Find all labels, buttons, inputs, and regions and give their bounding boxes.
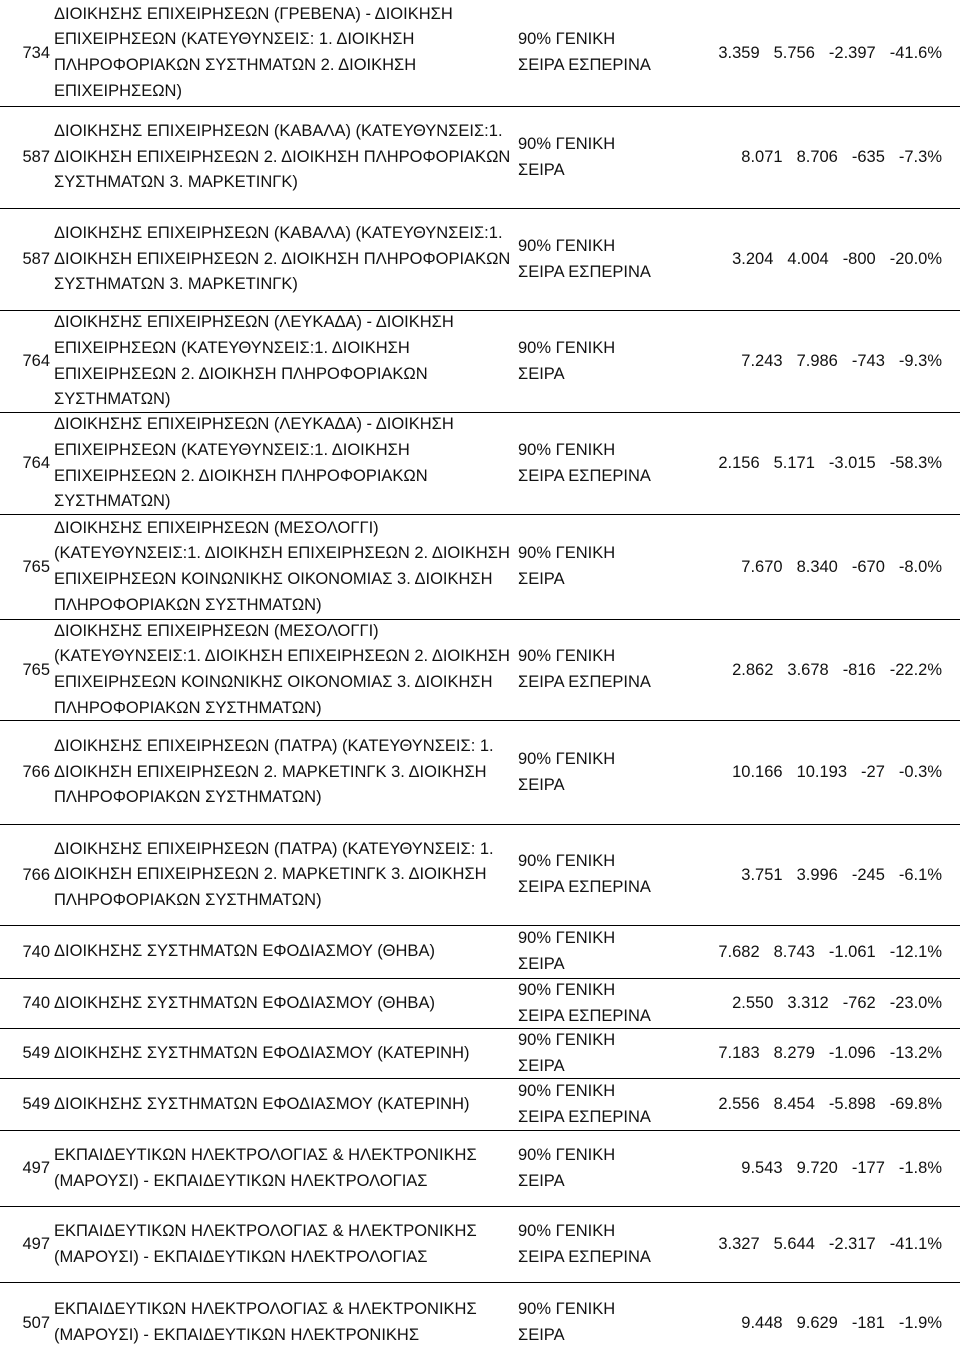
table-row <box>0 979 960 1029</box>
department-name: ΔΙΟΙΚΗΣΗΣ ΕΠΙΧΕΙΡΗΣΕΩΝ (ΜΕΣΟΛΟΓΓΙ) (ΚΑΤΕΥΘΥΝΣΕΙΣ:1. ΔΙΟΙΚΗΣΗ ΕΠΙΧΕΙΡΗΣΕΩΝ 2. ΔΙΟΙΚΗΣΗ ΕΠΙΧΕΙΡΗΣΕΩΝ ΚΟΙΝΩΝΙΚΗΣ ΟΙΚΟΝΟΜΙΑΣ 3. ΔΙΟΙΚΗΣΗ ΠΛΗΡΟΦΟΡΙΑΚΩΝ ΣΥΣΤΗΜΑΤΩΝ) <box>54 518 510 614</box>
score-current: 3.359 <box>718 43 760 62</box>
department-code: 766 <box>22 865 50 884</box>
table-row <box>0 209 960 311</box>
score-percent-change: -7.3% <box>898 148 942 166</box>
score-values <box>660 1029 942 1078</box>
score-values <box>660 1079 942 1130</box>
score-current: 9.448 <box>741 1313 783 1332</box>
score-difference: -245 <box>851 865 885 884</box>
score-current: 7.682 <box>718 942 760 961</box>
score-values <box>660 926 942 978</box>
score-previous: 5.756 <box>773 43 815 62</box>
score-values <box>660 721 942 824</box>
department-name: ΔΙΟΙΚΗΣΗΣ ΕΠΙΧΕΙΡΗΣΕΩΝ (ΚΑΒΑΛΑ) (ΚΑΤΕΥΘΥΝΣΕΙΣ:1. ΔΙΟΙΚΗΣΗ ΕΠΙΧΕΙΡΗΣΕΩΝ 2. ΔΙΟΙΚΗΣΗ ΠΛΗΡΟΦΟΡΙΑΚΩΝ ΣΥΣΤΗΜΑΤΩΝ 3. ΜΑΡΚΕΤΙΝΓΚ) <box>54 224 511 294</box>
department-code: 497 <box>22 1159 50 1177</box>
score-current: 10.166 <box>732 763 783 781</box>
department-name: ΕΚΠΑΙΔΕΥΤΙΚΩΝ ΗΛΕΚΤΡΟΛΟΓΙΑΣ & ΗΛΕΚΤΡΟΝΙΚΗΣ (ΜΑΡΟΥΣΙ) - ΕΚΠΑΙΔΕΥΤΙΚΩΝ ΗΛΕΚΤΡΟΝΙΚΗΣ <box>54 1300 477 1344</box>
table-row <box>0 825 960 926</box>
department-code: 740 <box>22 942 50 961</box>
department-code: 497 <box>22 1235 50 1253</box>
score-values <box>660 1207 942 1282</box>
admission-category: 90% ΓΕΝΙΚΗ ΣΕΙΡΑ <box>518 338 616 383</box>
table-row <box>0 721 960 825</box>
department-name: ΔΙΟΙΚΗΣΗΣ ΕΠΙΧΕΙΡΗΣΕΩΝ (ΛΕΥΚΑΔΑ) - ΔΙΟΙΚΗΣΗ ΕΠΙΧΕΙΡΗΣΕΩΝ (ΚΑΤΕΥΘΥΝΣΕΙΣ:1. ΔΙΟΙΚΗΣΗ ΕΠΙΧΕΙΡΗΣΕΩΝ 2. ΔΙΟΙΚΗΣΗ ΠΛΗΡΟΦΟΡΙΑΚΩΝ ΣΥΣΤΗΜΑΤΩΝ) <box>54 313 454 409</box>
score-values <box>660 825 942 925</box>
admission-category: 90% ΓΕΝΙΚΗ ΣΕΙΡΑ ΕΣΠΕΡΙΝΑ <box>518 30 651 74</box>
table-row <box>0 1131 960 1207</box>
score-difference: -1.061 <box>828 942 876 961</box>
score-difference: -1.096 <box>828 1044 876 1062</box>
table-row <box>0 515 960 620</box>
score-current: 2.156 <box>718 454 760 472</box>
score-previous: 8.743 <box>773 942 815 961</box>
score-previous: 10.193 <box>796 763 848 781</box>
department-code: 549 <box>22 1044 50 1062</box>
table-row <box>0 311 960 413</box>
department-code: 740 <box>22 994 50 1012</box>
admission-category: 90% ΓΕΝΙΚΗ ΣΕΙΡΑ <box>518 1145 616 1190</box>
score-difference: -5.898 <box>828 1095 876 1113</box>
admission-category: 90% ΓΕΝΙΚΗ ΣΕΙΡΑ ΕΣΠΕΡΙΝΑ <box>518 980 651 1025</box>
score-values <box>660 107 942 208</box>
table-row <box>0 1283 960 1363</box>
score-values <box>660 209 942 310</box>
score-values <box>660 0 942 106</box>
score-current: 7.670 <box>741 557 783 576</box>
table-row <box>0 620 960 721</box>
score-current: 3.751 <box>741 865 783 884</box>
score-values <box>660 413 942 514</box>
table-row <box>0 0 960 107</box>
score-current: 8.071 <box>741 148 783 166</box>
score-current: 3.327 <box>718 1235 760 1253</box>
score-percent-change: -41.1% <box>889 1235 942 1253</box>
admission-category: 90% ΓΕΝΙΚΗ ΣΕΙΡΑ ΕΣΠΕΡΙΝΑ <box>518 1221 651 1266</box>
score-percent-change: -23.0% <box>889 994 942 1012</box>
score-difference: -181 <box>851 1313 885 1332</box>
department-code: 507 <box>22 1313 50 1332</box>
table-row <box>0 413 960 515</box>
department-name: ΔΙΟΙΚΗΣΗΣ ΕΠΙΧΕΙΡΗΣΕΩΝ (ΠΑΤΡΑ) (ΚΑΤΕΥΘΥΝΣΕΙΣ: 1. ΔΙΟΙΚΗΣΗ ΕΠΙΧΕΙΡΗΣΕΩΝ 2. ΜΑΡΚΕΤΙΝΓΚ 3. ΔΙΟΙΚΗΣΗ ΠΛΗΡΟΦΟΡΙΑΚΩΝ ΣΥΣΤΗΜΑΤΩΝ) <box>54 737 494 807</box>
score-values <box>660 1283 942 1363</box>
admission-category: 90% ΓΕΝΙΚΗ ΣΕΙΡΑ ΕΣΠΕΡΙΝΑ <box>518 236 651 281</box>
department-code: 764 <box>22 352 50 370</box>
score-values <box>660 620 942 720</box>
score-current: 7.243 <box>741 352 783 370</box>
department-name: ΔΙΟΙΚΗΣΗΣ ΣΥΣΤΗΜΑΤΩΝ ΕΦΟΔΙΑΣΜΟΥ (ΘΗΒΑ) <box>54 993 435 1012</box>
department-code: 765 <box>22 660 50 679</box>
score-percent-change: -8.0% <box>898 557 942 576</box>
score-percent-change: -20.0% <box>889 250 942 268</box>
score-percent-change: -22.2% <box>889 660 942 679</box>
score-difference: -635 <box>851 148 885 166</box>
score-percent-change: -69.8% <box>889 1095 942 1113</box>
score-previous: 5.171 <box>773 454 815 472</box>
score-previous: 8.340 <box>796 557 838 576</box>
score-difference: -27 <box>861 763 885 781</box>
score-difference: -743 <box>851 352 885 370</box>
table-row <box>0 926 960 979</box>
score-difference: -3.015 <box>828 454 876 472</box>
department-name: ΔΙΟΙΚΗΣΗΣ ΣΥΣΤΗΜΑΤΩΝ ΕΦΟΔΙΑΣΜΟΥ (ΚΑΤΕΡΙΝΗ) <box>54 1094 470 1113</box>
score-percent-change: -0.3% <box>898 763 942 781</box>
score-percent-change: -13.2% <box>889 1044 942 1062</box>
score-previous: 9.720 <box>796 1159 838 1177</box>
score-current: 2.550 <box>732 994 774 1012</box>
department-code: 765 <box>22 557 50 576</box>
department-name: ΕΚΠΑΙΔΕΥΤΙΚΩΝ ΗΛΕΚΤΡΟΛΟΓΙΑΣ & ΗΛΕΚΤΡΟΝΙΚΗΣ (ΜΑΡΟΥΣΙ) - ΕΚΠΑΙΔΕΥΤΙΚΩΝ ΗΛΕΚΤΡΟΛΟΓΙΑΣ <box>54 1221 477 1266</box>
department-code: 734 <box>22 43 50 62</box>
department-name: ΔΙΟΙΚΗΣΗΣ ΕΠΙΧΕΙΡΗΣΕΩΝ (ΚΑΒΑΛΑ) (ΚΑΤΕΥΘΥΝΣΕΙΣ:1. ΔΙΟΙΚΗΣΗ ΕΠΙΧΕΙΡΗΣΕΩΝ 2. ΔΙΟΙΚΗΣΗ ΠΛΗΡΟΦΟΡΙΑΚΩΝ ΣΥΣΤΗΜΑΤΩΝ 3. ΜΑΡΚΕΤΙΝΓΚ) <box>54 122 511 192</box>
department-name: ΔΙΟΙΚΗΣΗΣ ΣΥΣΤΗΜΑΤΩΝ ΕΦΟΔΙΑΣΜΟΥ (ΚΑΤΕΡΙΝΗ) <box>54 1043 470 1062</box>
department-name: ΔΙΟΙΚΗΣΗΣ ΕΠΙΧΕΙΡΗΣΕΩΝ (ΜΕΣΟΛΟΓΓΙ) (ΚΑΤΕΥΘΥΝΣΕΙΣ:1. ΔΙΟΙΚΗΣΗ ΕΠΙΧΕΙΡΗΣΕΩΝ 2. ΔΙΟΙΚΗΣΗ ΕΠΙΧΕΙΡΗΣΕΩΝ ΚΟΙΝΩΝΙΚΗΣ ΟΙΚΟΝΟΜΙΑΣ 3. ΔΙΟΙΚΗΣΗ ΠΛΗΡΟΦΟΡΙΑΚΩΝ ΣΥΣΤΗΜΑΤΩΝ) <box>54 621 510 717</box>
table-row <box>0 1079 960 1131</box>
department-code: 587 <box>22 148 50 166</box>
table-row <box>0 1029 960 1079</box>
score-values <box>660 979 942 1028</box>
score-previous: 4.004 <box>787 250 829 268</box>
score-difference: -816 <box>842 660 876 679</box>
score-current: 2.862 <box>732 660 774 679</box>
score-previous: 3.678 <box>787 660 829 679</box>
score-previous: 8.279 <box>773 1044 815 1062</box>
score-previous: 5.644 <box>773 1235 815 1253</box>
score-difference: -800 <box>842 250 876 268</box>
score-values <box>660 311 942 412</box>
admission-category: 90% ΓΕΝΙΚΗ ΣΕΙΡΑ <box>518 929 616 973</box>
admission-category: 90% ΓΕΝΙΚΗ ΣΕΙΡΑ ΕΣΠΕΡΙΝΑ <box>518 1081 651 1126</box>
admission-category: 90% ΓΕΝΙΚΗ ΣΕΙΡΑ ΕΣΠΕΡΙΝΑ <box>518 647 651 691</box>
score-difference: -177 <box>851 1159 885 1177</box>
department-name: ΕΚΠΑΙΔΕΥΤΙΚΩΝ ΗΛΕΚΤΡΟΛΟΓΙΑΣ & ΗΛΕΚΤΡΟΝΙΚΗΣ (ΜΑΡΟΥΣΙ) - ΕΚΠΑΙΔΕΥΤΙΚΩΝ ΗΛΕΚΤΡΟΛΟΓΙΑΣ <box>54 1145 477 1190</box>
score-percent-change: -1.8% <box>898 1159 942 1177</box>
score-previous: 3.996 <box>796 865 838 884</box>
score-percent-change: -6.1% <box>898 865 942 884</box>
score-percent-change: -58.3% <box>889 454 942 472</box>
table-row <box>0 107 960 209</box>
score-previous: 7.986 <box>796 352 838 370</box>
admission-category: 90% ΓΕΝΙΚΗ ΣΕΙΡΑ <box>518 1030 616 1075</box>
score-previous: 9.629 <box>796 1313 838 1332</box>
score-current: 2.556 <box>718 1095 760 1113</box>
score-percent-change: -1.9% <box>898 1313 942 1332</box>
department-code: 766 <box>22 763 50 781</box>
score-difference: -2.317 <box>828 1235 876 1253</box>
department-code: 549 <box>22 1095 50 1113</box>
department-name: ΔΙΟΙΚΗΣΗΣ ΕΠΙΧΕΙΡΗΣΕΩΝ (ΠΑΤΡΑ) (ΚΑΤΕΥΘΥΝΣΕΙΣ: 1. ΔΙΟΙΚΗΣΗ ΕΠΙΧΕΙΡΗΣΕΩΝ 2. ΜΑΡΚΕΤΙΝΓΚ 3. ΔΙΟΙΚΗΣΗ ΠΛΗΡΟΦΟΡΙΑΚΩΝ ΣΥΣΤΗΜΑΤΩΝ) <box>54 839 494 909</box>
score-percent-change: -12.1% <box>889 942 942 961</box>
score-current: 7.183 <box>718 1044 760 1062</box>
score-current: 9.543 <box>741 1159 783 1177</box>
admission-category: 90% ΓΕΝΙΚΗ ΣΕΙΡΑ <box>518 134 616 179</box>
table-row <box>0 1207 960 1283</box>
admission-category: 90% ΓΕΝΙΚΗ ΣΕΙΡΑ <box>518 544 616 588</box>
score-percent-change: -9.3% <box>898 352 942 370</box>
score-values <box>660 515 942 619</box>
score-values <box>660 1131 942 1206</box>
department-code: 587 <box>22 250 50 268</box>
department-code: 764 <box>22 454 50 472</box>
score-current: 3.204 <box>732 250 774 268</box>
department-name: ΔΙΟΙΚΗΣΗΣ ΕΠΙΧΕΙΡΗΣΕΩΝ (ΛΕΥΚΑΔΑ) - ΔΙΟΙΚΗΣΗ ΕΠΙΧΕΙΡΗΣΕΩΝ (ΚΑΤΕΥΘΥΝΣΕΙΣ:1. ΔΙΟΙΚΗΣΗ ΕΠΙΧΕΙΡΗΣΕΩΝ 2. ΔΙΟΙΚΗΣΗ ΠΛΗΡΟΦΟΡΙΑΚΩΝ ΣΥΣΤΗΜΑΤΩΝ) <box>54 415 454 511</box>
admission-category: 90% ΓΕΝΙΚΗ ΣΕΙΡΑ <box>518 749 616 794</box>
admission-category: 90% ΓΕΝΙΚΗ ΣΕΙΡΑ <box>518 1300 616 1344</box>
score-previous: 8.454 <box>773 1095 815 1113</box>
department-name: ΔΙΟΙΚΗΣΗΣ ΣΥΣΤΗΜΑΤΩΝ ΕΦΟΔΙΑΣΜΟΥ (ΘΗΒΑ) <box>54 942 435 961</box>
department-name: ΔΙΟΙΚΗΣΗΣ ΕΠΙΧΕΙΡΗΣΕΩΝ (ΓΡΕΒΕΝΑ) - ΔΙΟΙΚΗΣΗ ΕΠΙΧΕΙΡΗΣΕΩΝ (ΚΑΤΕΥΘΥΝΣΕΙΣ: 1. ΔΙΟΙΚΗΣΗ ΠΛΗΡΟΦΟΡΙΑΚΩΝ ΣΥΣΤΗΜΑΤΩΝ 2. ΔΙΟΙΚΗΣΗ ΕΠΙΧΕΙΡΗΣΕΩΝ) <box>54 4 453 100</box>
score-difference: -670 <box>851 557 885 576</box>
score-previous: 8.706 <box>796 148 838 166</box>
score-percent-change: -41.6% <box>889 43 942 62</box>
admission-category: 90% ΓΕΝΙΚΗ ΣΕΙΡΑ ΕΣΠΕΡΙΝΑ <box>518 852 651 896</box>
admission-category: 90% ΓΕΝΙΚΗ ΣΕΙΡΑ ΕΣΠΕΡΙΝΑ <box>518 440 651 485</box>
score-difference: -2.397 <box>828 43 876 62</box>
score-difference: -762 <box>842 994 876 1012</box>
score-previous: 3.312 <box>787 994 829 1012</box>
